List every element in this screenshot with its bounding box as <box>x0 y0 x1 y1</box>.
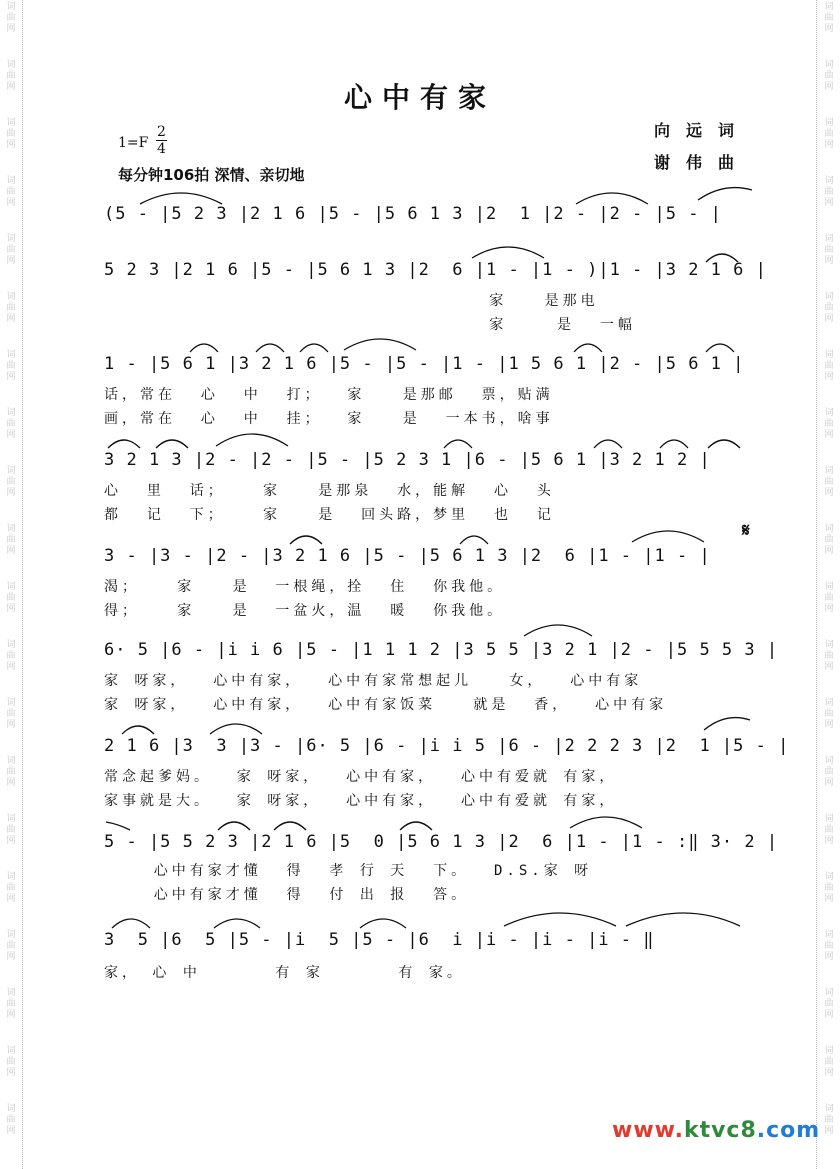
tie-slur-34 <box>500 906 744 928</box>
lyric-line-4b: 都 记 下； 家 是 回头路，梦里 也 记 <box>104 507 555 523</box>
lyric-line-8a: 心中有家才懂 得 孝 行 天 下。 D.S.家 呀 <box>104 863 593 879</box>
slur-31 <box>108 914 154 930</box>
site-logo <box>612 1118 820 1143</box>
watermark-text: 词 曲 网 <box>824 408 834 440</box>
slur-10 <box>570 340 606 354</box>
tie-slur-22 <box>520 622 596 638</box>
time-signature <box>156 124 167 157</box>
slur-18 <box>704 436 744 450</box>
watermark-text: 词 曲 网 <box>6 466 16 498</box>
song-title: 心中有家 <box>343 81 496 114</box>
watermark-text: 词 曲 网 <box>824 582 834 614</box>
watermark-text: 词 曲 网 <box>824 2 834 34</box>
music-line-8: 5 - |5 5 2 3 |2 1 6 |5 0 |5 6 1 3 |2 6 |1 - |1 - :‖ 3· 2 | <box>104 832 779 852</box>
watermark-text: 词 曲 网 <box>824 640 834 672</box>
lyric-line-7a: 常念起爹妈。 家 呀家， 心中有家， 心中有爱就 有家， <box>104 769 618 785</box>
tie-slur-14 <box>212 430 292 448</box>
slur-16 <box>590 436 626 450</box>
watermark-text: 词 曲 网 <box>6 1104 16 1136</box>
lyric-line-2b: 家 是 一幅 <box>104 317 636 333</box>
watermark-text: 词 曲 网 <box>824 872 834 904</box>
slur-13 <box>152 436 192 450</box>
left-page-edge <box>22 0 23 1169</box>
composer-credit: 谢伟曲 <box>654 153 751 172</box>
music-line-3: 1 - |5 6 1 |3 2 1 6 |5 - |5 - |1 - |1 5 6 1 |2 - |5 6 1 | <box>104 354 745 374</box>
lyric-line-6b: 家 呀家， 心中有家， 心中有家饭菜 就是 香， 心中有家 <box>104 697 668 713</box>
tie-slur-26 <box>104 818 134 832</box>
watermark-text: 词 曲 网 <box>6 2 16 34</box>
music-line-7: 2 1 6 |3 3 |3 - |6· 5 |6 - |i i 5 |6 - |2 2 2 3 |2 1 |5 - | <box>104 736 790 756</box>
tie-slur-4 <box>468 244 548 260</box>
tie-slur-3 <box>694 186 754 202</box>
music-line-2: 5 2 3 |2 1 6 |5 - |5 6 1 3 |2 6 |1 - |1 - )|1 - |3 2 1 6 | <box>104 260 767 280</box>
slur-32 <box>210 914 264 930</box>
watermark-text: 词 曲 网 <box>6 640 16 672</box>
slur-11 <box>702 340 738 354</box>
watermark-text: 词 曲 网 <box>6 698 16 730</box>
tie-slur-30 <box>566 814 646 830</box>
lyric-line-3b: 画，常在 心 中 挂； 家 是 一本书，啥事 <box>104 411 554 427</box>
lyric-line-8b: 心中有家才懂 得 付 出 报 答。 <box>104 887 470 903</box>
watermark-text: 词 曲 网 <box>824 60 834 92</box>
watermark-text: 词 曲 网 <box>824 234 834 266</box>
watermark-text: 词 曲 网 <box>6 1046 16 1078</box>
watermark-text: 词 曲 网 <box>6 930 16 962</box>
watermark-text: 词 曲 网 <box>6 292 16 324</box>
slur-33 <box>356 914 410 930</box>
tie-slur-21 <box>628 528 708 544</box>
music-line-1: (5 - |5 2 3 |2 1 6 |5 - |5 6 1 3 |2 1 |2 - |2 - |5 - | <box>104 204 722 224</box>
slur-29 <box>396 818 436 832</box>
watermark-text: 词 曲 网 <box>6 176 16 208</box>
tie-slur-1 <box>136 190 226 206</box>
watermark-text: 词 曲 网 <box>6 408 16 440</box>
right-page-edge <box>816 0 817 1169</box>
site-logo-part: www. <box>612 1118 684 1143</box>
slur-28 <box>270 818 310 832</box>
watermark-text: 词 曲 网 <box>824 1104 834 1136</box>
time-denominator: 4 <box>157 141 166 157</box>
lyric-line-7b: 家事就是大。 家 呀家， 心中有家， 心中有爱就 有家， <box>104 793 618 809</box>
tie-slur-9 <box>340 336 420 352</box>
watermark-text: 词 曲 网 <box>6 814 16 846</box>
slur-17 <box>656 436 692 450</box>
tie-slur-25 <box>700 716 754 732</box>
music-line-5: 3 - |3 - |2 - |3 2 1 6 |5 - |5 6 1 3 |2 6 |1 - |1 - | <box>104 546 711 566</box>
watermark-text: 词 曲 网 <box>6 60 16 92</box>
slur-12 <box>104 436 144 450</box>
lyric-line-6a: 家 呀家， 心中有家， 心中有家常想起儿 女， 心中有家 <box>104 673 643 689</box>
watermark-text: 词 曲 网 <box>824 524 834 556</box>
slur-5 <box>702 250 742 264</box>
slur-19 <box>286 532 326 546</box>
watermark-text: 词 曲 网 <box>6 234 16 266</box>
lyric-line-5b: 得； 家 是 一盆火，温 暖 你我他。 <box>104 603 506 619</box>
slur-7 <box>252 340 288 354</box>
watermark-text: 词 曲 网 <box>824 930 834 962</box>
music-line-4: 3 2 1 3 |2 - |2 - |5 - |5 2 3 1 |6 - |5 6 1 |3 2 1 2 | <box>104 450 711 470</box>
watermark-text: 词 曲 网 <box>824 350 834 382</box>
slur-27 <box>214 818 254 832</box>
lyric-line-3a: 话，常在 心 中 打； 家 是那邮 票，贴满 <box>104 387 554 403</box>
music-line-9: 3 5 |6 5 |5 - |i 5 |5 - |6 i |i - |i - |i - ‖ <box>104 930 655 950</box>
watermark-text: 词 曲 网 <box>6 524 16 556</box>
watermark-text: 词 曲 网 <box>824 466 834 498</box>
site-logo-part: ktvc8 <box>683 1118 757 1143</box>
watermark-text: 词 曲 网 <box>824 1046 834 1078</box>
slur-8 <box>296 340 332 354</box>
time-numerator: 2 <box>157 124 166 140</box>
watermark-text: 词 曲 网 <box>824 988 834 1020</box>
watermark-text: 词 曲 网 <box>824 698 834 730</box>
segno-sign: 𝄋 <box>742 520 750 541</box>
watermark-text: 词 曲 网 <box>6 350 16 382</box>
tie-slur-24 <box>206 720 266 736</box>
site-logo-text <box>612 1118 820 1143</box>
lyricist-credit: 向远词 <box>654 121 751 140</box>
watermark-text: 词 曲 网 <box>6 582 16 614</box>
watermark-text: 词 曲 网 <box>824 176 834 208</box>
slur-6 <box>186 340 222 354</box>
watermark-text: 词 曲 网 <box>824 814 834 846</box>
watermark-text: 词 曲 网 <box>824 292 834 324</box>
watermark-text: 词 曲 网 <box>6 118 16 150</box>
watermark-text: 词 曲 网 <box>6 872 16 904</box>
lyric-line-2a: 家 是那电 <box>104 293 599 309</box>
slur-23 <box>118 722 158 736</box>
music-line-6: 6· 5 |6 - |i i 6 |5 - |1 1 1 2 |3 5 5 |3 2 1 |2 - |5 5 5 3 | <box>104 640 779 660</box>
lyric-line-4a: 心 里 话； 家 是那泉 水，能解 心 头 <box>104 483 555 499</box>
lyric-line-5a: 渴； 家 是 一根绳，拴 住 你我他。 <box>104 579 506 595</box>
lyric-line-9: 家， 心 中 有 家 有 家。 <box>104 965 465 981</box>
tie-slur-2 <box>572 190 652 206</box>
key-signature: 1=F <box>118 135 149 151</box>
slur-20 <box>456 532 492 546</box>
tempo-marking: 每分钟106拍 深情、亲切地 <box>118 166 305 184</box>
watermark-text: 词 曲 网 <box>6 988 16 1020</box>
watermark-text: 词 曲 网 <box>824 118 834 150</box>
slur-15 <box>440 436 476 450</box>
site-logo-part: .com <box>756 1118 821 1143</box>
watermark-text: 词 曲 网 <box>824 756 834 788</box>
watermark-text: 词 曲 网 <box>6 756 16 788</box>
